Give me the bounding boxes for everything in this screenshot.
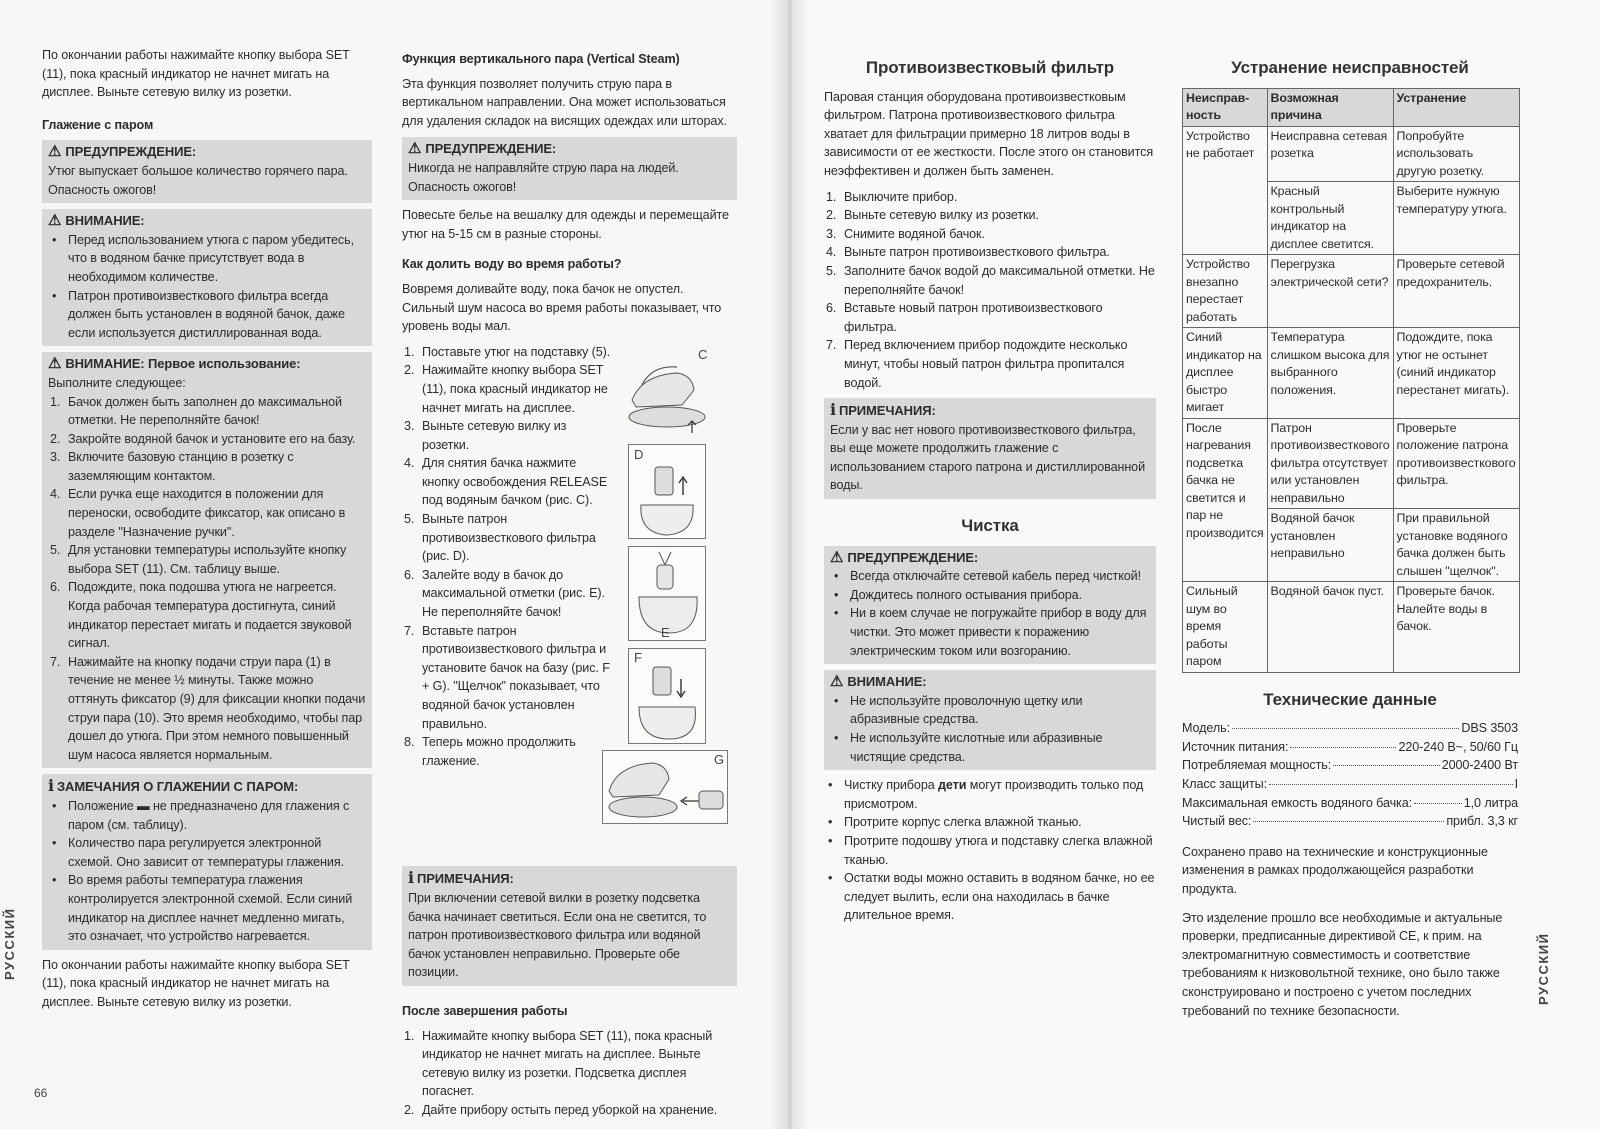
caution-first-use-title: ВНИМАНИЕ: Первое использование: — [65, 356, 301, 372]
spec-row: Максимальная емкость водяного бачка: 1,0 литра — [1182, 795, 1518, 810]
list-item: 1. Поставьте утюг на подставку (5). — [404, 344, 611, 359]
list-item: • Патрон противоизвесткового фильтра всегда должен быть установлен в водяной бачок, даже если используется дистиллированная вода. — [52, 288, 345, 340]
note-title: ПРИМЕЧАНИЯ: — [838, 403, 936, 419]
refill-steps — [402, 343, 612, 771]
table-row: Водяной бачок установлен неправильно При правильной установке водяного бачка должен быть слышен "щелчок". — [1183, 509, 1520, 582]
warning-title: ПРЕДУПРЕЖДЕНИЕ: — [425, 141, 557, 157]
hang-text: Повесьте белье на вешалку для одежды и перемещайте утюг на 5-15 см в разные стороны. — [402, 208, 729, 241]
note-text: Если у вас нет нового противоизвесткового фильтра, вы еще можете продолжить глажение с использованием старого патрона и дистиллированной воды. — [830, 422, 1146, 493]
right-page — [790, 0, 1600, 1129]
after-work-heading: После завершения работы — [402, 1003, 568, 1018]
caution-title: ВНИМАНИЕ: — [847, 674, 927, 690]
outro-text: По окончании работы нажимайте кнопку выбора SET (11), пока красный индикатор не начнет мигать на дисплее. Выньте сетевую вилку из розетки. — [42, 957, 350, 1009]
page-number: 66 — [34, 1086, 48, 1100]
list-item: 5. Заполните бачок водой до максимальной отметки. Не переполняйте бачок! — [826, 263, 1155, 297]
list-item: 3. Выньте сетевую вилку из розетки. — [404, 419, 567, 452]
table-row: Красный контрольный индикатор на дисплее светится. Выберите нужную температуру утюга. — [1183, 182, 1520, 255]
list-item: 5. Выньте патрон противоизвесткового фильтра (рис. D). — [404, 512, 596, 564]
list-item: 6. Подождите, пока подошва утюга не нагреется. Когда рабочая температура достигнута, синий индикатор перестает мигать и подается звуковой сигнал. — [50, 580, 352, 651]
info-icon: i — [408, 868, 414, 888]
column-header-problem: Неисправ-ность — [1183, 88, 1268, 126]
list-item: • Протрите корпус слегка влажной тканью. — [828, 815, 1082, 830]
spec-row: Источник питания: 220-240 В~, 50/60 Гц — [1182, 739, 1518, 754]
list-item: 7. Перед включением прибор подождите несколько минут, чтобы новый патрон фильтра пропитался водой. — [826, 338, 1128, 390]
cleaning-heading: Чистка — [961, 516, 1019, 536]
list-item: 8. Теперь можно продолжить глажение. — [404, 735, 576, 768]
list-item: 4. Для снятия бачка нажмите кнопку освобождения RELEASE под водяным бачком (рис. C). — [404, 456, 608, 508]
list-item: 6. Залейте воду в бачок до максимальной отметки (рис. E). Не переполняйте бачок! — [404, 567, 605, 620]
filter-heading: Противоизвестковый фильтр — [865, 58, 1115, 77]
list-item: 3. Включите базовую станцию в розетку с заземляющим контактом. — [50, 450, 294, 483]
notes-box-filter — [824, 398, 1156, 499]
book-spine-shadow — [770, 0, 810, 1129]
steam-ironing-heading: Глажение с паром — [42, 117, 154, 132]
info-icon: i — [830, 400, 836, 420]
troubleshooting-table — [1182, 88, 1520, 673]
warning-box-steam — [42, 140, 372, 203]
list-item: 6. Вставьте новый патрон противоизвесткового фильтра. — [826, 301, 1103, 334]
intro-text: По окончании работы нажимайте кнопку выбора SET (11), пока красный индикатор не начнет мигать на дисплее. Выньте сетевую вилку из розетки. — [42, 48, 350, 100]
list-item: • Всегда отключайте сетевой кабель перед чисткой! — [834, 569, 1141, 584]
info-icon: i — [48, 776, 54, 796]
list-item: 1. Выключите прибор. — [826, 189, 958, 204]
column-header-fix: Устранение — [1393, 88, 1519, 126]
list-item: 2. Дайте прибору остыть перед уборкой на хранение. — [404, 1102, 718, 1117]
language-tab-left: РУССКИЙ — [2, 907, 17, 980]
table-row: Сильный шум во время работы паром Водяной бачок пуст. Проверьте бачок. Налейте воды в бачок. — [1183, 582, 1520, 673]
vertical-steam-text: Эта функция позволяет получить струю пара в вертикальном направлении. Она может использоваться для удаления складок на висящих одеждах или шторах. — [402, 76, 727, 128]
warning-title: ПРЕДУПРЕЖДЕНИЕ: — [65, 144, 197, 160]
rights-text: Сохранено право на технические и конструкционные изменения в рамках продолжающейся разработки продукта. — [1182, 844, 1488, 896]
caution-box-first-use — [42, 352, 372, 768]
list-item: 3. Снимите водяной бачок. — [826, 226, 985, 241]
cleaning-list — [824, 776, 1156, 925]
after-work-steps — [402, 1027, 737, 1120]
list-item: 1. Нажимайте кнопку выбора SET (11), пока красный индикатор не начнет мигать на дисплее. Выньте сетевую вилку из розетки. Подсветка дисплея погаснет. — [404, 1028, 713, 1099]
notes-box-backlight — [402, 866, 737, 986]
refill-heading: Как долить воду во время работы? — [402, 257, 622, 272]
table-row: Устройство не работает Неисправна сетевая розетка Попробуйте использовать другую розетку. — [1183, 126, 1520, 182]
warning-triangle-icon: ⚠ — [48, 212, 62, 230]
table-row: После нагревания подсветка бачка не светится и пар не производится Патрон противоизвесткового фильтра отсутствует или установлен неправильно Проверьте положение патрона противоизвесткового фильтра. — [1183, 418, 1520, 509]
list-item: 7. Вставьте патрон противоизвесткового фильтра и установите бачок на базу (рис. F + G). "Щелчок" показывает, что водяной бачок установлен правильно. — [404, 623, 610, 731]
list-item: • Количество пара регулируется электронной схемой. Оно зависит от температуры глажения. — [52, 836, 344, 869]
warning-triangle-icon: ⚠ — [408, 140, 422, 158]
list-item: • Чистку прибора дети могут производить только под присмотром. — [828, 778, 1144, 811]
list-item: • Во время работы температура глажения контролируется электронной схемой. Если синий индикатор на дисплее начнет медленно мигать, это означает, что устройство нагревается. — [52, 873, 353, 944]
ce-text: Это изделение прошло все необходимые и актуальные проверки, предписанные директивой CE, к прим. на электромагнитную совместимость и соответствие требованиям к низковольтной технике, оно было также сконструировано и построено с учетом последних требований по технике безопасности. — [1182, 910, 1503, 1018]
refill-text: Вовремя доливайте воду, пока бачок не опустел. Сильный шум насоса во время работы показывает, что уровень воды мал. — [402, 281, 722, 334]
technical-data-heading: Технические данные — [1263, 689, 1437, 709]
list-item: • Протрите подошву утюга и подставку слегка влажной тканью. — [828, 833, 1153, 867]
warning-text: Никогда не направляйте струю пара на людей. Опасность ожогов! — [408, 160, 679, 194]
figure-label-c: C — [698, 347, 708, 362]
warning-triangle-icon: ⚠ — [48, 143, 62, 161]
filter-text: Паровая станция оборудована противоизвестковым фильтром. Патрона противоизвесткового фильтра хватает для фильтрации примерно 18 литров воды в зависимости от ее жесткости. После этого он становится неэффективен и должен быть заменен. — [824, 89, 1154, 178]
list-item: • Остатки воды можно оставить в водяном бачке, но ее следует вылить, если она находилась в бачке длительное время. — [828, 871, 1155, 923]
list-item: • Не используйте кислотные или абразивные чистящие средства. — [834, 731, 1103, 764]
spec-row: Чистый вес: прибл. 3,3 кг — [1182, 814, 1518, 829]
warning-box-cleaning — [824, 546, 1156, 665]
warning-box-vertical — [402, 137, 737, 200]
troubleshooting-heading: Устранение неисправностей — [1231, 58, 1469, 77]
spec-row: Модель: DBS 3503 — [1182, 721, 1518, 736]
warning-title: ПРЕДУПРЕЖДЕНИЕ: — [847, 549, 979, 565]
warning-triangle-icon: ⚠ — [830, 548, 844, 566]
caution-box-steam — [42, 209, 372, 346]
list-item: • Ни в коем случае не погружайте прибор в воду для чистки. Это может привести к поражению электрическим током или возгоранию. — [834, 606, 1147, 658]
list-item: 2. Закройте водяной бачок и установите его на базу. — [50, 431, 356, 446]
list-item: 1. Бачок должен быть заполнен до максимальной отметки. Не переполняйте бачок! — [50, 394, 342, 428]
list-item: 7. Нажимайте на кнопку подачи струи пара (1) в течение не менее ½ минуты. Также можно оттянуть фиксатор (9) для фиксации кнопки подачи струи пара (10). Это время необходимо, чтобы пар дошел до утюга. При этом немного повышенный шум насоса является нормальным. — [50, 654, 366, 762]
figure-g-attach-tank — [602, 750, 728, 824]
list-item: 2. Выньте сетевую вилку из розетки. — [826, 208, 1039, 223]
spec-row: Потребляемая мощность: 2000-2400 Вт — [1182, 758, 1518, 773]
figure-label-d: D — [634, 447, 644, 462]
list-item: 2. Нажимайте кнопку выбора SET (11), пока красный индикатор не начнет мигать на дисплее. — [404, 363, 608, 415]
list-item: • Перед использованием утюга с паром убедитесь, что в водяном бачке присутствует вода в необходимом количестве. — [52, 232, 354, 284]
right-column-2 — [1182, 55, 1518, 1027]
table-row: Устройство внезапно перестает работать Перегрузка электрической сети? Проверьте сетевой предохранитель. — [1183, 255, 1520, 328]
figure-label-f: F — [634, 650, 642, 665]
note-text: При включении сетевой вилки в розетку подсветка бачка начинает светиться. Если она не светится, то патрон противоизвесткового фильтра или водяной бачок установлен неправильно. Проверьте обе позиции. — [408, 890, 707, 980]
figure-label-e: E — [661, 625, 670, 640]
table-row: Синий индикатор на дисплее быстро мигает Температура слишком высока для выбранного положения. Подождите, пока утюг не остынет (синий индикатор перестанет мигать). — [1183, 328, 1520, 419]
list-item: • Положение ▬ не предназначено для глажения с паром (см. таблицу). — [52, 798, 350, 832]
list-item: 4. Если ручка еще находится в положении для переноски, освободите фиксатор, как описано в разделе "Назначение ручки". — [50, 487, 346, 539]
notes-title: ЗАМЕЧАНИЯ О ГЛАЖЕНИИ С ПАРОМ: — [56, 779, 299, 795]
table-header-row — [1183, 88, 1520, 126]
warning-triangle-icon: ⚠ — [830, 673, 844, 691]
spec-row: Класс защиты: I — [1182, 776, 1518, 791]
caution-box-cleaning — [824, 670, 1156, 770]
specs-list — [1182, 719, 1518, 831]
warning-text: Утюг выпускает большое количество горячего пара. Опасность ожогов! — [48, 163, 348, 197]
list-item: 4. Выньте патрон противоизвесткового фильтра. — [826, 245, 1110, 260]
language-tab-right: РУССКИЙ — [1536, 932, 1551, 1005]
left-page — [0, 0, 790, 1129]
note-title: ПРИМЕЧАНИЯ: — [416, 871, 514, 887]
warning-triangle-icon: ⚠ — [48, 355, 62, 373]
caution-title: ВНИМАНИЕ: — [65, 213, 145, 229]
left-column-1 — [42, 46, 372, 1019]
figure-label-g: G — [714, 752, 725, 767]
list-item: • Дождитесь полного остывания прибора. — [834, 587, 1082, 602]
caution-lead: Выполните следующее: — [48, 375, 186, 390]
filter-steps — [824, 188, 1156, 393]
base-station-illustration — [603, 751, 729, 825]
vertical-steam-heading: Функция вертикального пара (Vertical Steam) — [402, 52, 680, 66]
right-column-1 — [824, 55, 1156, 925]
list-item: 5. Для установки температуры используйте кнопку выбора SET (11). См. таблицу выше. — [50, 543, 347, 576]
list-item: • Не используйте проволочную щетку или абразивные средства. — [834, 693, 1083, 727]
notes-box-steam-ironing — [42, 774, 372, 949]
column-header-cause: Возможная причина — [1267, 88, 1393, 126]
